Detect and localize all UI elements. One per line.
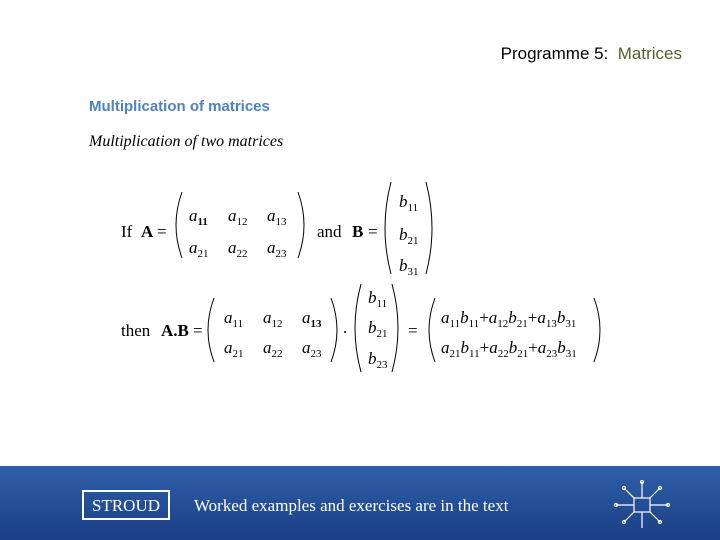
a11: $a_{11}$ xyxy=(189,206,208,228)
result-row-1: $a_{11}b_{11}+a_{12}b_{21}+a_{13}b_{31}$ xyxy=(441,308,577,330)
footer-note: Worked examples and exercises are in the text xyxy=(194,496,509,515)
page-header xyxy=(501,44,682,64)
right-paren-b2 xyxy=(386,282,406,374)
topic-label: Matrices xyxy=(617,44,682,63)
b21: $b_{21}$ xyxy=(368,318,388,340)
a22: $a_{22}$ xyxy=(228,238,248,260)
stroud-logo: STROUD xyxy=(82,490,170,520)
then-word: then xyxy=(121,321,151,340)
b31: $b_{31}$ xyxy=(399,256,419,278)
a23: $a_{23}$ xyxy=(302,338,322,360)
a12: $a_{12}$ xyxy=(263,308,283,330)
a21: $a_{21}$ xyxy=(224,338,244,360)
result-row-2: $a_{21}b_{11}+a_{22}b_{21}+a_{23}b_{31}$ xyxy=(441,338,577,360)
left-paren-a xyxy=(168,190,188,260)
right-paren-a2 xyxy=(325,296,348,364)
right-paren-a xyxy=(292,190,312,260)
a23: $a_{23}$ xyxy=(267,238,287,260)
equals-sign: = xyxy=(368,222,378,241)
a12: $a_{12}$ xyxy=(228,206,248,228)
section-subheading: Multiplication of two matrices xyxy=(89,133,284,150)
matrix-b-label: B xyxy=(352,222,364,241)
b21: $b_{21}$ xyxy=(399,225,419,247)
programme-label: Programme 5: xyxy=(500,44,609,63)
a13: $a_{13}$ xyxy=(267,206,287,228)
a13: $a_{13}$ xyxy=(302,308,322,330)
equals-sign: = xyxy=(157,222,167,241)
a11: $a_{11}$ xyxy=(224,308,244,330)
product-label: A.B xyxy=(161,321,189,340)
network-icon xyxy=(612,480,672,530)
and-word: and xyxy=(317,222,342,241)
left-paren-b2 xyxy=(347,282,367,374)
matrix-a-label: A xyxy=(141,222,154,241)
if-word: If xyxy=(121,222,133,241)
section-heading: Multiplication of matrices xyxy=(89,98,270,115)
dot-operator: . xyxy=(343,318,348,337)
left-paren-b xyxy=(377,180,397,276)
a22: $a_{22}$ xyxy=(263,338,283,360)
equals-sign: = xyxy=(193,321,203,340)
right-paren-b xyxy=(420,180,440,276)
equals-sign: = xyxy=(408,321,418,340)
left-paren-result xyxy=(421,296,441,364)
a21: $a_{21}$ xyxy=(189,238,209,260)
b11: $b_{11}$ xyxy=(368,288,388,310)
b11: $b_{11}$ xyxy=(399,192,419,214)
b23: $b_{23}$ xyxy=(368,349,388,371)
right-paren-result xyxy=(588,296,608,364)
left-paren-a2 xyxy=(200,296,220,364)
